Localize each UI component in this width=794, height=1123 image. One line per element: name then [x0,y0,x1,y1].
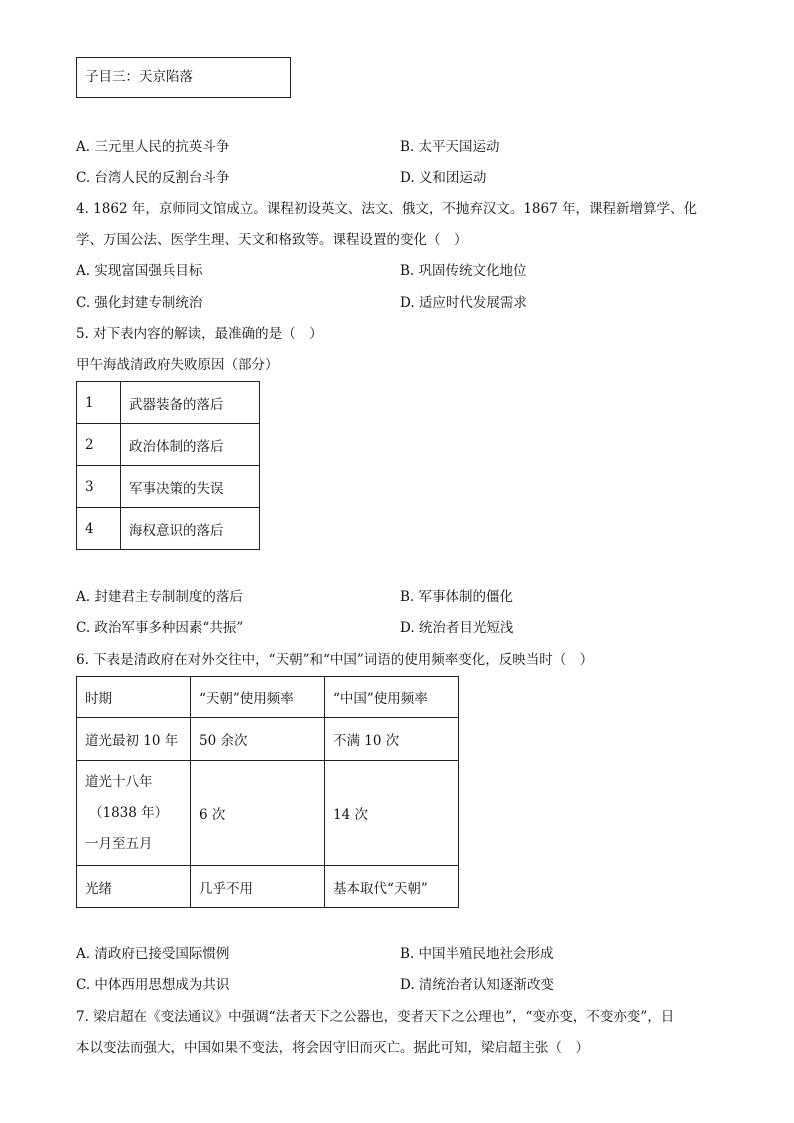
q5-option-d[interactable]: D. 统治者目光短浅 [400,620,514,636]
table-header-cell: “天朝”使用频率 [191,677,325,718]
table-cell: 政治体制的落后 [121,424,260,466]
subtopic-box [76,57,291,98]
period-line: 道光十八年 [85,773,153,790]
q7-stem-line-1: 7. 梁启超在《变法通议》中强调“法者天下之公器也，变者天下之公理也”，“变亦变，不变亦变”，日 [76,1009,675,1025]
table-row [77,508,260,550]
table-header-row [77,677,459,718]
q4-option-a[interactable]: A. 实现富国强兵目标 [76,263,203,279]
q5-option-a[interactable]: A. 封建君主专制制度的落后 [76,589,243,605]
table-cell: 50 余次 [191,718,325,761]
q6-option-c[interactable]: C. 中体西用思想成为共识 [76,977,230,993]
table-header-cell: 时期 [77,677,191,718]
table-cell: 几乎不用 [191,866,325,908]
q4-option-d[interactable]: D. 适应时代发展需求 [400,295,527,311]
q5-table-caption: 甲午海战清政府失败原因（部分） [76,357,279,373]
q4-stem-line-2: 学、万国公法、医学生理、天文和格致等。课程设置的变化（ ） [76,232,468,248]
q6-option-b[interactable]: B. 中国半殖民地社会形成 [400,946,554,962]
q5-option-b[interactable]: B. 军事体制的僵化 [400,589,514,605]
table-cell [77,761,191,866]
table-cell: 光绪 [77,866,191,908]
subtopic-label: 子目三：天京陷落 [85,69,193,85]
table-cell: 6 次 [191,761,325,866]
table-cell: 2 [77,424,121,466]
table-cell: 3 [77,466,121,508]
q6-option-a[interactable]: A. 清政府已接受国际惯例 [76,946,230,962]
table-cell: 基本取代“天朝” [325,866,459,908]
q3-option-a[interactable]: A. 三元里人民的抗英斗争 [76,139,230,155]
q3-option-c[interactable]: C. 台湾人民的反割台斗争 [76,170,230,186]
table-row [77,382,260,424]
table-row [77,718,459,761]
q7-stem-line-2: 本以变法而强大，中国如果不变法，将会因守旧而灭亡。据此可知，梁启超主张（ ） [76,1040,589,1056]
table-cell: 道光最初 10 年 [77,718,191,761]
q5-option-c[interactable]: C. 政治军事多种因素“共振” [76,620,244,636]
q4-stem-line-1: 4. 1862 年，京师同文馆成立。课程初设英文、法文、俄文，不抛弃汉文。1867 年，课程新增算学、化 [76,201,697,217]
table-row [77,866,459,908]
q6-table [76,676,459,908]
table-cell: 军事决策的失误 [121,466,260,508]
table-header-cell: “中国”使用频率 [325,677,459,718]
table-row [77,761,459,866]
table-cell: 海权意识的落后 [121,508,260,550]
table-cell: 武器装备的落后 [121,382,260,424]
period-line: 一月至五月 [85,835,153,852]
q5-table [76,381,260,550]
table-row [77,424,260,466]
table-cell: 4 [77,508,121,550]
table-cell: 14 次 [325,761,459,866]
table-row [77,466,260,508]
table-cell: 1 [77,382,121,424]
q3-option-d[interactable]: D. 义和团运动 [400,170,487,186]
q4-option-c[interactable]: C. 强化封建专制统治 [76,295,203,311]
q6-option-d[interactable]: D. 清统治者认知逐渐改变 [400,977,554,993]
period-line: （1838 年） [89,804,169,821]
table-cell: 不满 10 次 [325,718,459,761]
q5-stem: 5. 对下表内容的解读，最准确的是（ ） [76,326,323,342]
q6-stem: 6. 下表是清政府在对外交往中，“天朝”和“中国”词语的使用频率变化，反映当时（ ） [76,652,594,668]
q3-option-b[interactable]: B. 太平天国运动 [400,139,500,155]
q4-option-b[interactable]: B. 巩固传统文化地位 [400,263,527,279]
